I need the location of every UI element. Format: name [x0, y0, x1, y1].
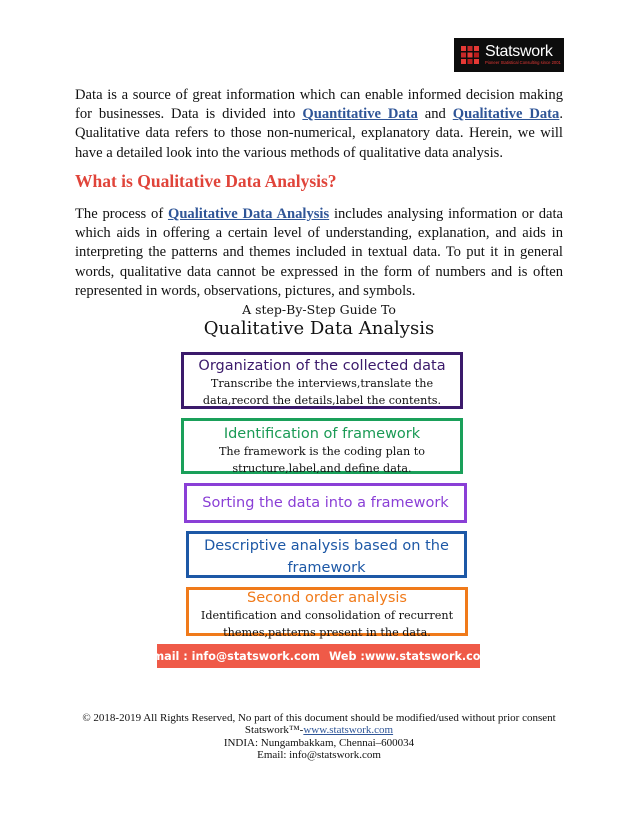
step-title: Second order analysis — [247, 590, 407, 606]
step-title-line: framework — [287, 560, 366, 576]
step-organization-box — [181, 352, 463, 409]
step-desc-line: data,record the details,label the contents. — [202, 394, 442, 407]
step-desc-line: Transcribe the interviews,translate the — [210, 377, 434, 390]
footer-brand-line — [0, 724, 638, 736]
step-descriptive-analysis-box — [186, 531, 467, 578]
step-title: Identification of framework — [223, 426, 421, 442]
footer-email: Email: info@statswork.com — [257, 749, 381, 762]
footer-address: INDIA: Nungambakkam, Chennai–600034 — [223, 736, 415, 749]
statswork-logo — [454, 38, 564, 72]
cube-logo-icon — [458, 43, 482, 67]
logo-tagline: Pioneer Statistical Consulting since 2001 — [485, 60, 561, 66]
step-second-order-box — [186, 587, 468, 639]
qualitative-data-link[interactable]: Qualitative Data — [452, 106, 560, 123]
step-title: Sorting the data into a framework — [202, 495, 449, 511]
step-desc-line: structure,label,and define data. — [232, 462, 412, 475]
step-framework-box — [181, 418, 463, 474]
guide-subtitle: A step-By-Step Guide To — [242, 302, 396, 317]
step-sorting-box — [184, 483, 467, 523]
guide-title: Qualitative Data Analysis — [203, 318, 435, 339]
section-text-2: includes analysing information or data which aids in offering a certain level of understanding, explanation, and aids in interpreting the patterns and themes included in textual data. To put it in general words, qualitative data cannot be expressed in the form of numbers and is often represented in words, observations, pictures, and symbols. — [75, 206, 564, 299]
section-paragraph — [75, 205, 563, 301]
step-desc-line: themes,patterns present in the data. — [223, 626, 431, 639]
contact-web: Web :www.statswork.com — [328, 649, 493, 663]
footer-website-link[interactable]: www.statswork.com — [303, 724, 394, 737]
intro-text-1: Data is a source of great information which can enable informed decision making for businesses. Data is divided into — [75, 87, 563, 123]
section-text-1: The process of — [75, 206, 168, 222]
qualitative-data-analysis-link[interactable]: Qualitative Data Analysis — [167, 206, 330, 222]
step-title: Organization of the collected data — [198, 358, 446, 374]
contact-bar — [144, 644, 493, 668]
logo-name: Statswork — [485, 43, 553, 61]
section-heading: What is Qualitative Data Analysis? — [75, 171, 337, 191]
footer-brand: Statswork™- — [244, 724, 304, 737]
step-title-line: Descriptive analysis based on the — [204, 538, 449, 554]
intro-paragraph — [75, 86, 563, 163]
step-desc-line: Identification and consolidation of recurrent — [200, 609, 454, 622]
logo-text — [485, 44, 561, 65]
contact-email: Email : info@statswork.com — [144, 649, 320, 663]
intro-text-3: . Qualitative data refers to those non-numerical, explanatory data. Herein, we will have a detailed look into the various methods of qualitative data analysis. — [75, 106, 563, 161]
quantitative-data-link[interactable]: Quantitative Data — [302, 106, 418, 123]
footer-copyright: © 2018-2019 All Rights Reserved, No part of this document should be modified/used without prior consent — [82, 712, 556, 724]
step-desc-line: The framework is the coding plan to — [218, 445, 426, 458]
intro-text-2: and — [417, 106, 453, 123]
footer — [0, 712, 638, 762]
